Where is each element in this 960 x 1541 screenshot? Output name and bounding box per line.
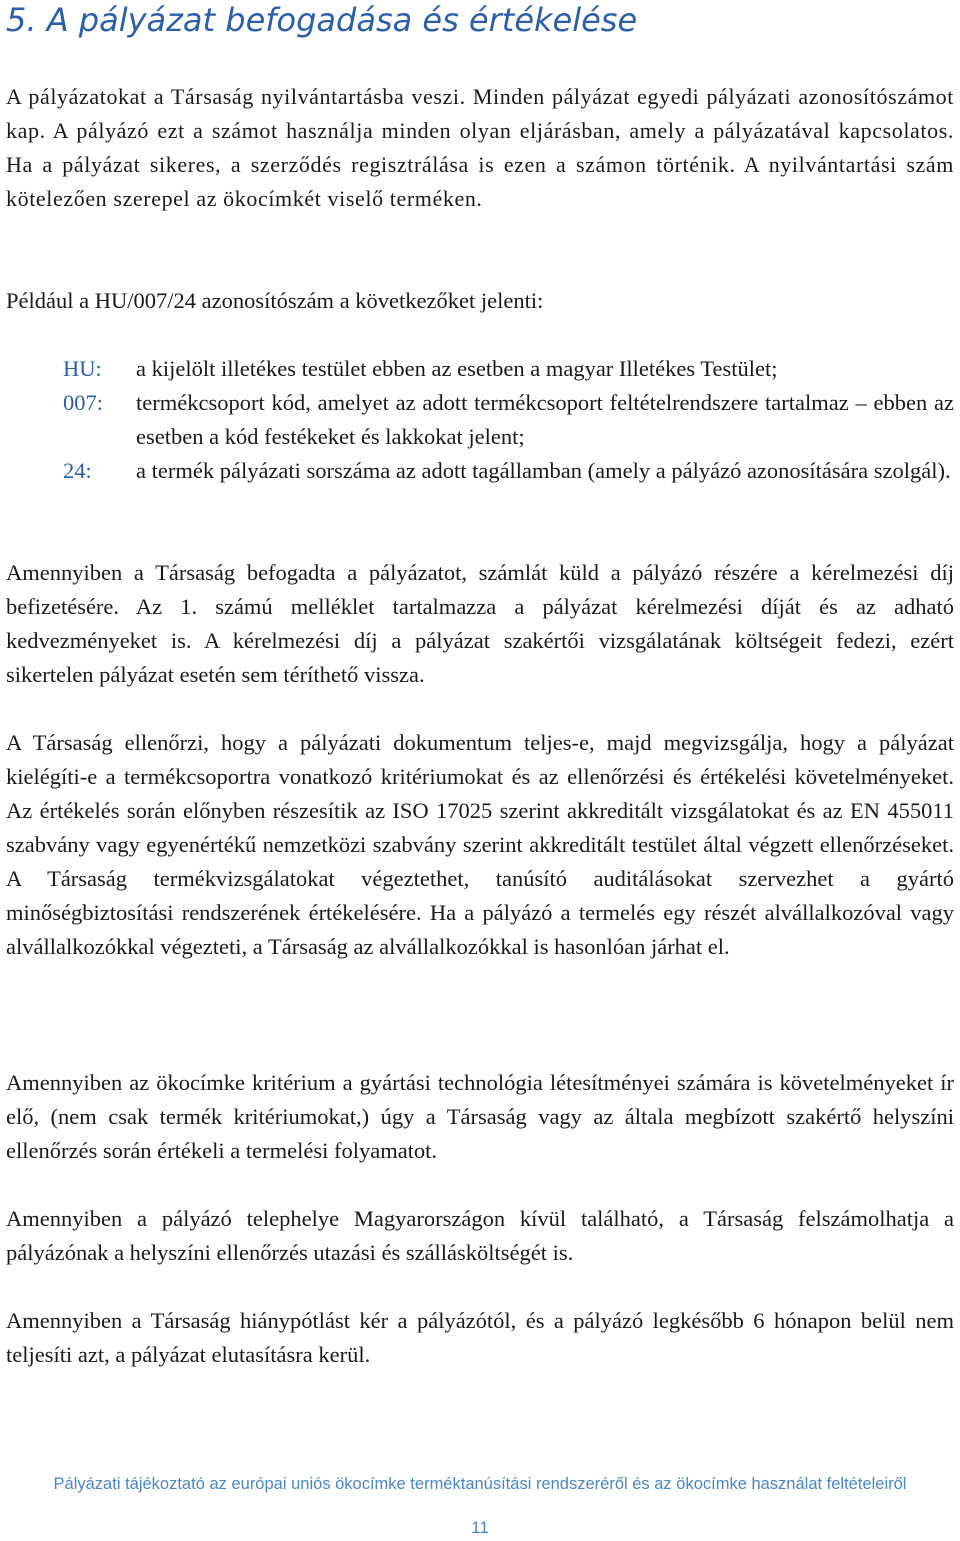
page-number: 11 <box>471 1518 489 1537</box>
code-row-24 <box>63 454 954 522</box>
paragraph-registration: A pályázatokat a Társaság nyilvántartásba veszi. Minden pályázat egyedi pályázati azonosítószámot kap. A pályázó ezt a számot használja minden olyan eljárásban, amely a pályázatával kapcsolatos. Ha a pályázat sikeres, a szerződés regisztrálása is ezen a számon történik. A nyilvántartási szám kötelezően szerepel az ökocímkét viselő terméken. <box>6 84 954 211</box>
footer-title: Pályázati tájékoztató az európai uniós ökocímke terméktanúsítási rendszeréről és az ökocímke használat feltételeiről <box>53 1475 907 1493</box>
paragraph-evaluation: A Társaság ellenőrzi, hogy a pályázati dokumentum teljes-e, majd megvizsgálja, hogy a pályázat kielégíti-e a termékcsoportra vonatkozó kritériumokat és az ellenőrzési és értékelési követelményeket. Az értékelés során előnyben részesítik az ISO 17025 szerint akkreditált vizsgálatokat és az EN 455011 szabvány vagy egyenértékű nemzetközi szabvány szerint akkreditált testület által végzett ellenőrzéseket. A Társaság termékvizsgálatokat végeztethet, tanúsító auditálásokat szervezhet a gyártó minőségbiztosítási rendszerének értékelésére. Ha a pályázó a termelés egy részét alvállalkozóval vagy alvállalkozókkal végezteti, a Társaság az alvállalkozókkal is hasonlóan járhat el. <box>6 730 954 959</box>
code-key: HU: <box>63 356 102 381</box>
code-description: termékcsoport kód, amelyet az adott termékcsoport feltételrendszere tartalmaz – ebben az esetben a kód festékeket és lakkokat jelent; <box>136 390 954 449</box>
code-key: 24: <box>63 458 92 483</box>
section-heading: 5. A pályázat befogadása és értékelése <box>6 1 638 39</box>
paragraph-travel-costs: Amennyiben a pályázó telephelye Magyarországon kívül található, a Társaság felszámolhatja a pályázónak a helyszíni ellenőrzés utazási és szállásköltségét is. <box>6 1206 954 1265</box>
code-description: a termék pályázati sorszáma az adott tagállamban (amely a pályázó azonosítására szolgál). <box>136 458 951 483</box>
paragraph-example-intro: Például a HU/007/24 azonosítószám a következőket jelenti: <box>6 288 544 313</box>
code-row-007 <box>63 386 954 454</box>
code-key: 007: <box>63 390 104 415</box>
code-row-hu <box>63 352 954 386</box>
paragraph-site-inspection: Amennyiben az ökocímke kritérium a gyártási technológia létesítményei számára is követelményeket ír elő, (nem csak termék kritériumokat,) úgy a Társaság vagy az általa megbízott szakértő helyszíni ellenőrzés során értékeli a termelési folyamatot. <box>6 1070 954 1163</box>
code-description: a kijelölt illetékes testület ebben az esetben a magyar Illetékes Testület; <box>136 356 778 381</box>
paragraph-fee: Amennyiben a Társaság befogadta a pályázatot, számlát küld a pályázó részére a kérelmezési díj befizetésére. Az 1. számú melléklet tartalmazza a pályázat kérelmezési díját és az adható kedvezményeket is. A kérelmezési díj a pályázat szakértői vizsgálatának költségeit fedezi, ezért sikertelen pályázat esetén sem téríthető vissza. <box>6 560 954 687</box>
paragraph-deficiency: Amennyiben a Társaság hiánypótlást kér a pályázótól, és a pályázó legkésőbb 6 hónapon belül nem teljesíti azt, a pályázat elutasításra kerül. <box>6 1308 954 1367</box>
